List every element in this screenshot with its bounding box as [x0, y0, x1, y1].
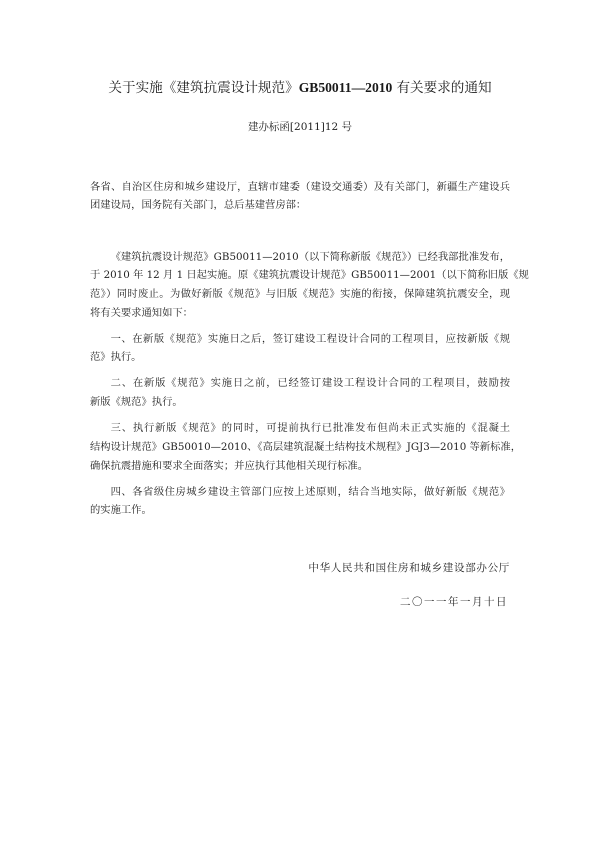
notice-title-standard-code: GB50011—2010	[298, 80, 393, 95]
paragraph-item-1-line-2: 范》执行。	[90, 351, 142, 364]
paragraph-item-4	[90, 483, 510, 520]
paragraph-item-2	[90, 374, 510, 411]
paragraph-item-3	[90, 419, 522, 475]
addressee	[90, 178, 510, 215]
paragraph-intro-line-1: 《建筑抗震设计规范》GB50011—2010（以下简称新版《规范》）已经我部批准发布，	[110, 250, 510, 263]
notice-title	[0, 78, 600, 98]
addressee-line-1: 各省、自治区住房和城乡建设厅，直辖市建委（建设交通委）及有关部门，新疆生产建设兵	[90, 180, 510, 193]
paragraph-item-3-line-1: 三、执行新版《规范》的同时，可提前执行已批准发布但尚未正式实施的《混凝土	[110, 422, 510, 435]
paragraph-item-3-line-3: 确保抗震措施和要求全面落实；并应执行其他相关现行标准。	[90, 459, 369, 472]
signature-issuer: 中华人民共和国住房和城乡建设部办公厅	[308, 561, 510, 574]
document-number: 建办标函[2011]12 号	[247, 121, 353, 133]
notice-title-prefix: 关于实施《建筑抗震设计规范》	[108, 80, 299, 96]
paragraph-item-1	[90, 330, 510, 367]
paragraph-intro-line-3: 范》）同时废止。为做好新版《规范》与旧版《规范》实施的衔接，保障建筑抗震安全，现	[90, 287, 510, 300]
notice-title-suffix: 有关要求的通知	[396, 80, 492, 96]
paragraph-item-3-line-2: 结构设计规范》GB50010—2010、《高层建筑混凝土结构技术规程》JGJ3—2010 等新标准，	[90, 440, 522, 453]
paragraph-intro-line-4: 将有关要求通知如下：	[90, 306, 193, 319]
paragraph-item-2-line-1: 二、在新版《规范》实施日之前，已经签订建设工程设计合同的工程项目，鼓励按	[110, 377, 510, 390]
notice-body	[90, 178, 529, 520]
paragraph-intro	[90, 248, 529, 323]
paragraph-intro-line-2: 于 2010 年 12 月 1 日起实施。原《建筑抗震设计规范》GB50011—2001（以下简称旧版《规	[90, 269, 529, 282]
signature-date: 二〇一一年一月十日	[400, 595, 508, 608]
addressee-line-2: 团建设局，国务院有关部门，总后基建营房部：	[90, 199, 307, 212]
paragraph-item-4-line-2: 的实施工作。	[90, 504, 152, 517]
paragraph-item-1-line-1: 一、在新版《规范》实施日之后，签订建设工程设计合同的工程项目，应按新版《规	[110, 332, 510, 345]
paragraph-item-2-line-2: 新版《规范》执行。	[90, 396, 183, 409]
paragraph-item-4-line-1: 四、各省级住房城乡建设主管部门应按上述原则，结合当地实际，做好新版《规范》	[110, 485, 510, 498]
